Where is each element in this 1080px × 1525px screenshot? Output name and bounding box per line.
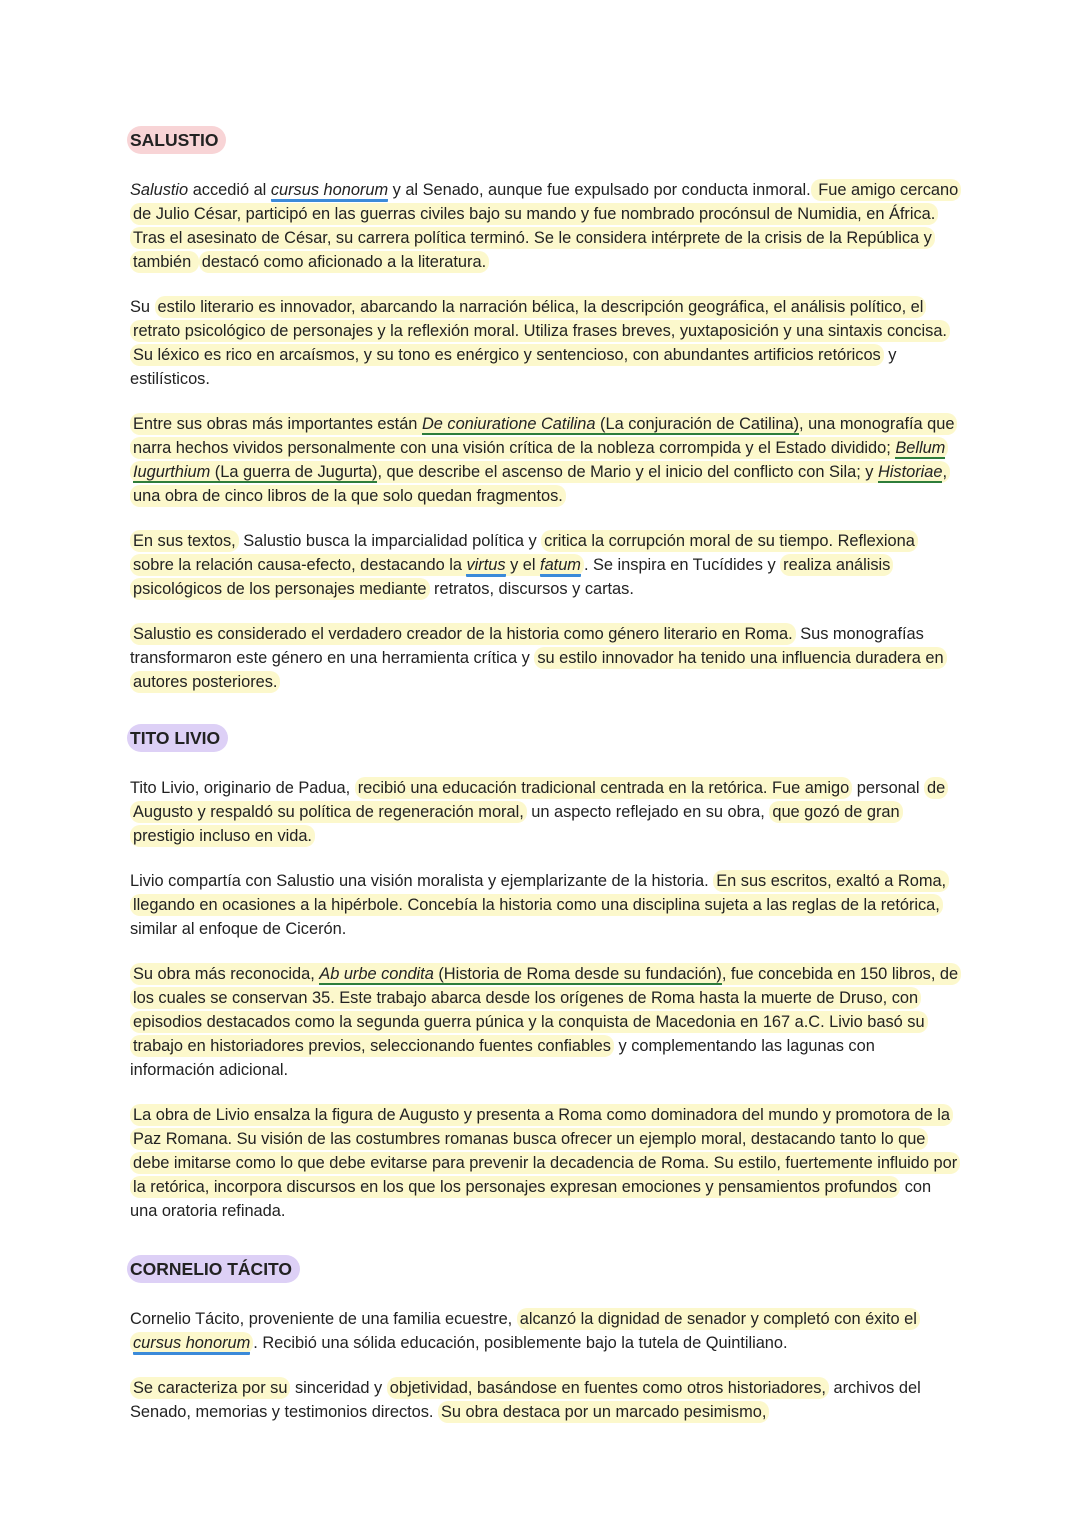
highlight: que gozó de gran prestigio incluso en vida. <box>130 801 903 847</box>
author-name: Salustio <box>130 181 189 199</box>
highlight: Entre sus obras más importantes están De coniuratione Catilina (La conjuración de Catilina), una monografía que narra hechos vividos personalmente con una visión crítica de la nobleza corrompida y el Estado dividido; Bellum Iugurthium (La guerra de Jugurta), que describe el ascenso de Mario y el inicio del conflicto con Sila; y Historiae, una obra de cinco libros de la que solo quedan fragmentos. <box>130 413 957 507</box>
highlight: destacó como aficionado a la literatura. <box>199 251 489 273</box>
term-virtus: virtus <box>466 556 505 577</box>
highlight: alcanzó la dignidad de senador y completó con éxito el cursus honorum <box>130 1308 920 1354</box>
section-heading-cornelio-tacito: CORNELIO TÁCITO <box>127 1255 300 1283</box>
paragraph-livio-biography: Tito Livio, originario de Padua, recibió una educación tradicional centrada en la retórica. Fue amigo personal de Augusto y respaldó su política de regeneración moral, un aspecto reflejado en su obra, que gozó de gran prestigio incluso en vida. <box>130 776 960 848</box>
work-title-historiae: Historiae <box>877 463 943 481</box>
highlight: estilo literario es innovador, abarcando la narración bélica, la descripción geográfica, el análisis político, el retrato psicológico de personajes y la reflexión moral. Utiliza frases breves, yuxtaposición y una sintaxis concisa. Su léxico es rico en arcaísmos, y su tono es enérgico y sentencioso, con abundantes artificios retóricos <box>130 296 950 366</box>
paragraph-tacito-character: Se caracteriza por su sinceridad y objetividad, basándose en fuentes como otros historiadores, archivos del Senado, memorias y testimonios directos. Su obra destaca por un marcado pesimismo, <box>130 1379 921 1421</box>
highlight: Se caracteriza por su <box>130 1377 290 1399</box>
section-heading-salustio: SALUSTIO <box>127 126 226 154</box>
work-title-catilina: De coniuratione Catilina (La conjuración de Catilina) <box>421 415 800 433</box>
highlight: critica la corrupción moral de su tiempo. Reflexiona sobre la relación causa-efecto, destacando la virtus y el fatum <box>130 530 918 576</box>
highlight: En sus escritos, exaltó a Roma, llegando en ocasiones a la hipérbole. Concebía la historia como una disciplina sujeta a las reglas de la retórica, <box>130 870 949 916</box>
section-heading-tito-livio: TITO LIVIO <box>127 724 228 752</box>
section-salustio <box>130 126 960 694</box>
paragraph-livio-work: Su obra más reconocida, Ab urbe condita (Historia de Roma desde su fundación), fue concebida en 150 libros, de los cuales se conservan 35. Este trabajo abarca desde los orígenes de Roma hasta la muerte de Druso, con episodios destacados como la segunda guerra púnica y la conquista de Macedonia en 167 a.C. Livio basó su trabajo en historiadores previos, seleccionando fuentes confiables y complementando las lagunas con información adicional. <box>130 962 960 1082</box>
paragraph-livio-vision: Livio compartía con Salustio una visión moralista y ejemplarizante de la historia. En sus escritos, exaltó a Roma, llegando en ocasiones a la hipérbole. Concebía la historia como una disciplina sujeta a las reglas de la retórica, similar al enfoque de Cicerón. <box>130 869 960 941</box>
highlight: La obra de Livio ensalza la figura de Augusto y presenta a Roma como dominadora del mundo y promotora de la Paz Romana. Su visión de las costumbres romanas busca ofrecer un ejemplo moral, destacando tanto lo que debe imitarse como lo que debe evitarse para prevenir la decadencia de Roma. Su estilo, fuertemente influido por la retórica, incorpora discursos en los que los personajes expresan emociones y pensamientos profundos <box>130 1104 960 1198</box>
highlight: Salustio es considerado el verdadero creador de la historia como género literario en Roma. <box>130 623 796 645</box>
paragraph-salustio-legacy: Salustio es considerado el verdadero creador de la historia como género literario en Roma. Sus monografías transformaron este género en una herramienta crítica y su estilo innovador ha tenido una influencia duradera en autores posteriores. <box>130 622 960 694</box>
highlight: de Augusto y respaldó su política de regeneración moral, <box>130 777 948 823</box>
highlight: Su obra más reconocida, Ab urbe condita (Historia de Roma desde su fundación), fue concebida en 150 libros, de los cuales se conservan 35. Este trabajo abarca desde los orígenes de Roma hasta la muerte de Druso, con episodios destacados como la segunda guerra púnica y la conquista de Macedonia en 167 a.C. Livio basó su trabajo en historiadores previos, seleccionando fuentes confiables <box>130 963 961 1057</box>
highlight: recibió una educación tradicional centrada en la retórica. Fue amigo <box>355 777 853 799</box>
term-cursus-honorum: cursus honorum <box>133 1334 250 1355</box>
paragraph-salustio-texts: En sus textos, Salustio busca la imparcialidad política y critica la corrupción moral de su tiempo. Reflexiona sobre la relación causa-efecto, destacando la virtus y el fatum . Se inspira en Tucídides y realiza análisis psicológicos de los personajes mediante retratos, discursos y cartas. <box>130 529 960 601</box>
highlight: Su obra destaca por un marcado pesimismo, <box>438 1401 769 1423</box>
section-tito-livio <box>130 724 960 1223</box>
term-cursus-honorum: cursus honorum <box>271 181 388 202</box>
paragraph-salustio-style: Su estilo literario es innovador, abarcando la narración bélica, la descripción geográfica, el análisis político, el retrato psicológico de personajes y la reflexión moral. Utiliza frases breves, yuxtaposición y una sintaxis concisa. Su léxico es rico en arcaísmos, y su tono es enérgico y sentencioso, con abundantes artificios retóricos y estilísticos. <box>130 295 960 391</box>
paragraph-salustio-works <box>130 412 960 508</box>
highlight: realiza análisis psicológicos de los personajes mediante <box>130 554 893 600</box>
highlight: objetividad, basándose en fuentes como otros historiadores, <box>387 1377 829 1399</box>
work-title-jugurta: Bellum Iugurthium (La guerra de Jugurta) <box>133 439 946 481</box>
term-fatum: fatum <box>540 556 581 577</box>
work-title-ab-urbe-condita: Ab urbe condita (Historia de Roma desde su fundación) <box>319 965 722 983</box>
paragraph-tacito-biography: Cornelio Tácito, proveniente de una familia ecuestre, alcanzó la dignidad de senador y completó con éxito el cursus honorum . Recibió una sólida educación, posiblemente bajo la tutela de Quintiliano. <box>130 1307 960 1355</box>
document-page <box>130 126 960 1424</box>
paragraph-livio-augusto: La obra de Livio ensalza la figura de Augusto y presenta a Roma como dominadora del mundo y promotora de la Paz Romana. Su visión de las costumbres romanas busca ofrecer un ejemplo moral, destacando tanto lo que debe imitarse como lo que debe evitarse para prevenir la decadencia de Roma. Su estilo, fuertemente influido por la retórica, incorpora discursos en los que los personajes expresan emociones y pensamientos profundos con una oratoria refinada. <box>130 1103 960 1223</box>
highlight: su estilo innovador ha tenido una influencia duradera en autores posteriores. <box>130 647 947 693</box>
highlight: Fue amigo cercano de Julio César, participó en las guerras civiles bajo su mando y fue nombrado procónsul de Numidia, en África. Tras el asesinato de César, su carrera política terminó. Se le considera intérprete de la crisis de la República y también <box>130 179 961 273</box>
highlight: En sus textos, <box>130 530 239 552</box>
section-cornelio-tacito <box>130 1255 960 1424</box>
paragraph-salustio-biography: Salustio accedió al cursus honorum y al Senado, aunque fue expulsado por conducta inmoral. Fue amigo cercano de Julio César, participó en las guerras civiles bajo su mando y fue nombrado procónsul de Numidia, en África. Tras el asesinato de César, su carrera política terminó. Se le considera intérprete de la crisis de la República y también destacó como aficionado a la literatura. <box>130 178 960 274</box>
